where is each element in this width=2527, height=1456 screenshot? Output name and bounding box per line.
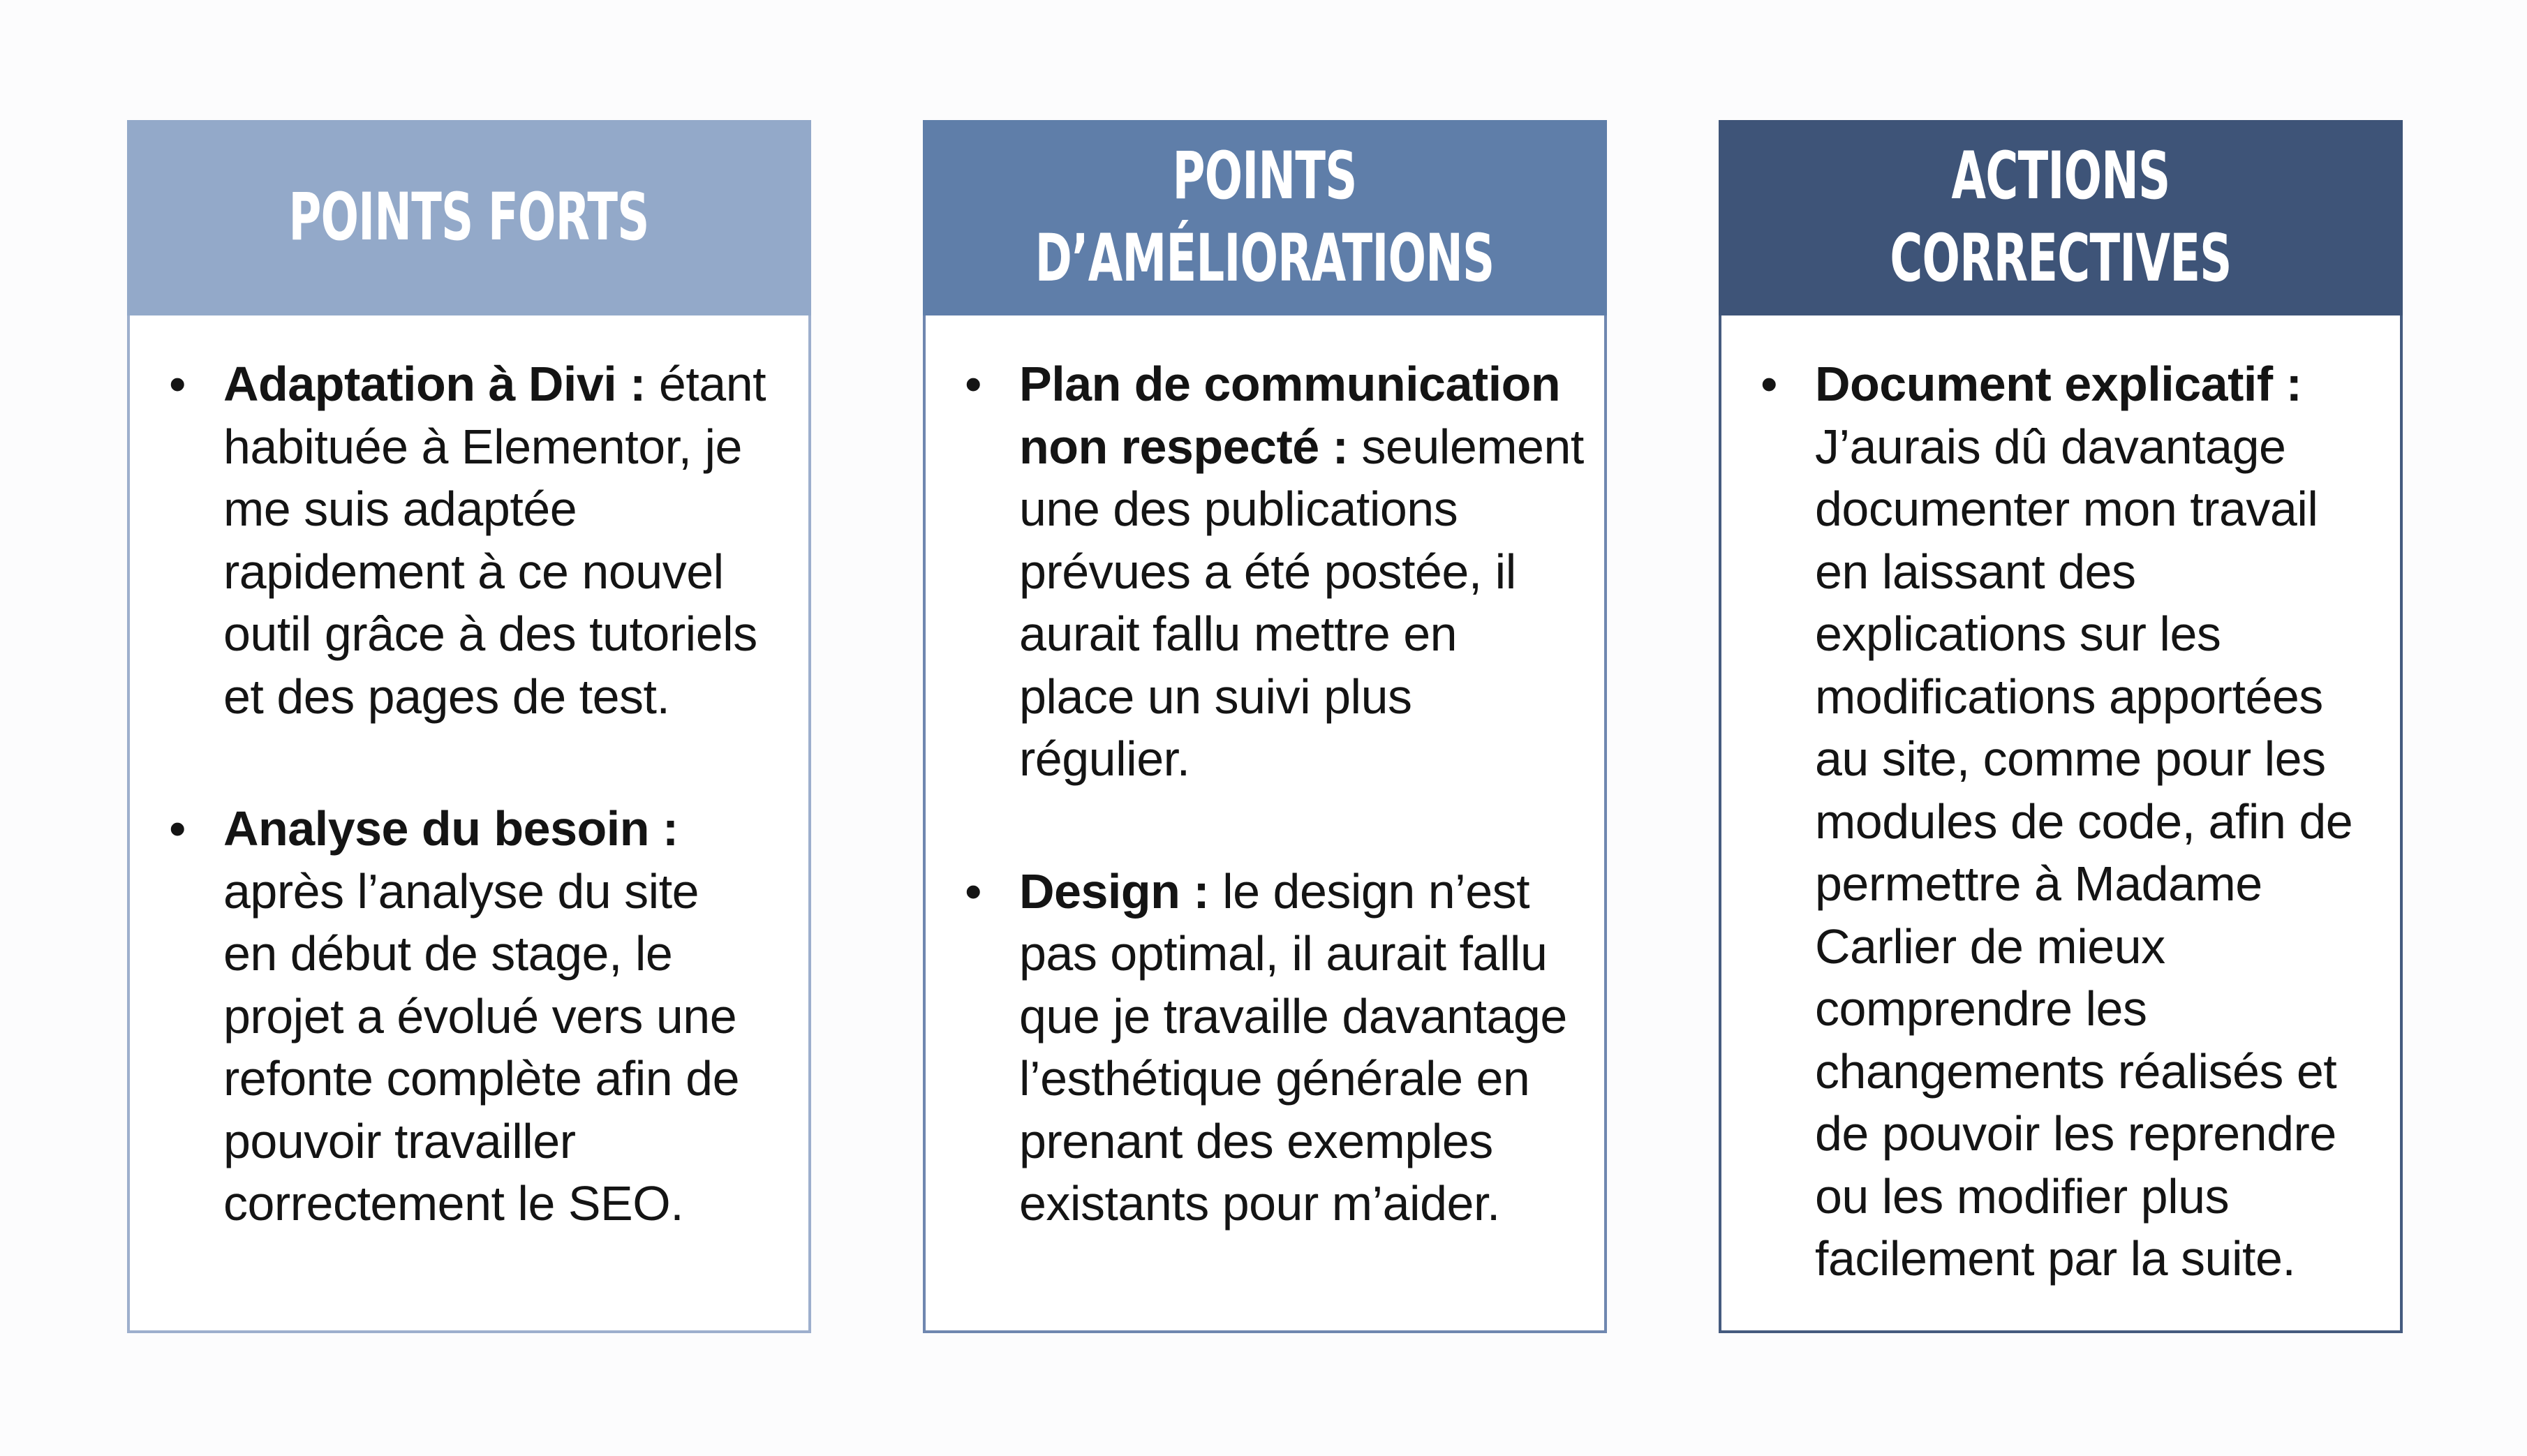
item-term: Analyse du besoin :: [223, 801, 679, 856]
item-term: Design :: [1019, 863, 1210, 919]
card-header: [127, 120, 811, 315]
item-text: que je travaille davantage: [1019, 988, 1567, 1043]
item-text: comprendre les: [1815, 981, 2147, 1036]
item-text: de pouvoir les reprendre: [1815, 1106, 2336, 1161]
item-text: explications sur les: [1815, 607, 2221, 661]
item-text: et des pages de test.: [223, 669, 670, 724]
item-term: Plan de communication: [1019, 357, 1561, 411]
bullet-icon: •: [169, 801, 186, 856]
item-text: J’aurais dû davantage: [1815, 419, 2286, 474]
item-term: Document explicatif :: [1815, 357, 2302, 411]
card-body: [1721, 353, 2400, 1360]
item-text: en laissant des: [1815, 544, 2136, 599]
item-text: modifications apportées: [1815, 669, 2323, 724]
item-text: en début de stage, le: [223, 926, 673, 981]
card-points-forts: [127, 120, 811, 1333]
item-text: pouvoir travailler: [223, 1113, 576, 1168]
item-text: étant: [645, 357, 766, 411]
card-title: POINTS FORTS: [288, 179, 650, 255]
list-item: [965, 353, 1604, 791]
list-item: [169, 798, 808, 1235]
item-text: permettre à Madame: [1815, 856, 2262, 911]
bullet-list: [965, 353, 1604, 1235]
item-text: régulier.: [1019, 731, 1190, 786]
list-item: [169, 353, 808, 728]
item-text: correctement le SEO.: [223, 1176, 684, 1231]
item-text: changements réalisés et: [1815, 1043, 2337, 1099]
card-body: [130, 353, 808, 1305]
item-text: prévues a été postée, il: [1019, 544, 1516, 599]
item-term: non respecté :: [1019, 419, 1349, 474]
item-text: seulement: [1348, 419, 1584, 474]
item-term: Adaptation à Divi :: [223, 357, 646, 411]
bullet-icon: •: [1761, 357, 1778, 411]
bullet-icon: •: [169, 357, 186, 411]
item-text: après l’analyse du site: [223, 863, 699, 919]
item-text: l’esthétique générale en: [1019, 1051, 1530, 1106]
list-item: [1761, 353, 2400, 1291]
item-text: ou les modifier plus: [1815, 1168, 2230, 1224]
item-text: pas optimal, il aurait fallu: [1019, 926, 1548, 981]
list-item: [965, 861, 1604, 1235]
item-text: une des publications: [1019, 482, 1458, 536]
card-actions-correctives: [1719, 120, 2403, 1333]
item-text: existants pour m’aider.: [1019, 1176, 1500, 1231]
bullet-list: [1761, 353, 2400, 1291]
item-text: aurait fallu mettre en: [1019, 607, 1458, 661]
item-text: prenant des exemples: [1019, 1113, 1493, 1168]
card-body: [926, 353, 1604, 1305]
bullet-icon: •: [965, 357, 982, 411]
item-text: projet a évolué vers une: [223, 988, 737, 1043]
item-text: modules de code, afin de: [1815, 794, 2353, 849]
item-text: me suis adaptée: [223, 482, 577, 536]
item-text: au site, comme pour les: [1815, 731, 2326, 786]
item-text: rapidement à ce nouvel: [223, 544, 724, 599]
item-text: refonte complète afin de: [223, 1051, 740, 1106]
card-header: [1719, 120, 2403, 315]
item-text: facilement par la suite.: [1815, 1231, 2296, 1286]
bullet-icon: •: [965, 863, 982, 919]
item-text: place un suivi plus: [1019, 669, 1412, 724]
card-title: POINTS D’AMÉLIORATIONS: [1035, 138, 1495, 297]
card-header: [923, 120, 1607, 315]
card-points-ameliorations: [923, 120, 1607, 1333]
item-text: Carlier de mieux: [1815, 919, 2165, 974]
item-text: habituée à Elementor, je: [223, 419, 742, 474]
card-title: ACTIONS CORRECTIVES: [1890, 138, 2232, 297]
item-text: outil grâce à des tutoriels: [223, 607, 757, 661]
bullet-list: [169, 353, 808, 1235]
item-text: documenter mon travail: [1815, 482, 2318, 536]
item-text: le design n’est: [1209, 863, 1530, 919]
